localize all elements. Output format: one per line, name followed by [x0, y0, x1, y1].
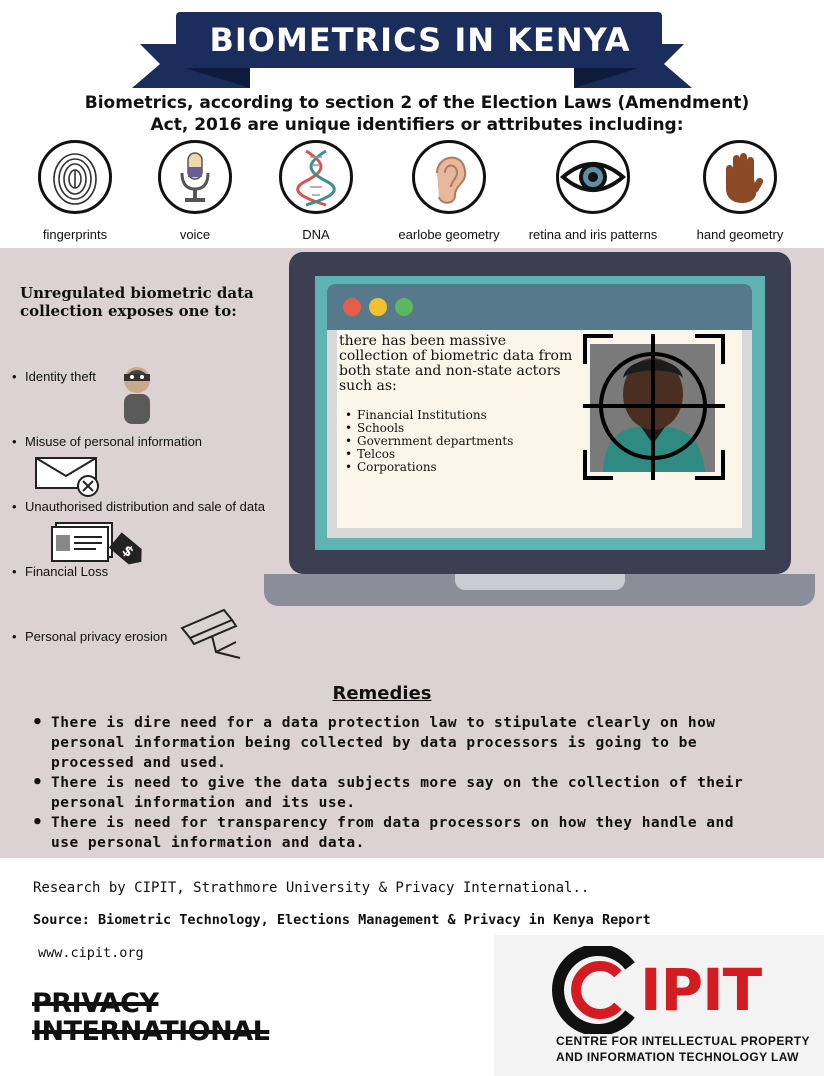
risk-item: • Identity theft: [12, 369, 96, 384]
intro-text: Biometrics, according to section 2 of the Election Laws (Amendment) Act, 2016 are unique identifiers or attributes including:: [84, 93, 750, 135]
ear-icon: [412, 140, 486, 214]
hand-icon: [703, 140, 777, 214]
thief-icon: [116, 360, 158, 424]
identifier-retina: [528, 140, 658, 242]
privacy-international-logo: PRIVACY INTERNATIONAL: [32, 988, 270, 1047]
identifier-label: voice: [179, 227, 211, 242]
risk-item: • Unauthorised distribution and sale of data: [12, 499, 265, 514]
dna-icon: [279, 140, 353, 214]
microphone-icon: [158, 140, 232, 214]
cipit-subtitle: CENTRE FOR INTELLECTUAL PROPERTY: [556, 1034, 810, 1048]
list-item: • Schools: [357, 422, 513, 435]
window-titlebar: [327, 284, 752, 330]
identifier-label: DNA: [302, 227, 330, 242]
identifier-label: retina and iris patterns: [528, 227, 658, 242]
cipit-c-logo-icon: [552, 946, 644, 1034]
page-title: BIOMETRICS IN KENYA: [209, 21, 631, 59]
remedies-heading: Remedies: [332, 683, 432, 704]
envelope-icon: [34, 456, 104, 498]
identifier-label: hand geometry: [696, 227, 784, 242]
identifier-voice: [130, 140, 260, 242]
risk-item: • Misuse of personal information: [12, 434, 203, 449]
screen-text: there has been massive collection of biometric data from both state and non-state actors such as:: [339, 333, 573, 394]
identifier-label: earlobe geometry: [398, 227, 500, 242]
source-citation: Source: Biometric Technology, Elections Management & Privacy in Kenya Report: [33, 912, 651, 928]
remedy-item: • There is need to give the data subjects more say on the collection of their personal information and its use.: [32, 773, 792, 813]
eye-icon: [556, 140, 630, 214]
list-item: • Government departments: [357, 435, 513, 448]
risks-heading: Unregulated biometric data collection exposes one to:: [20, 284, 254, 320]
cipit-subtitle: AND INFORMATION TECHNOLOGY LAW: [556, 1050, 799, 1064]
identifier-label: fingerprints: [42, 227, 108, 242]
list-item: • Telcos: [357, 448, 513, 461]
risk-item: • Financial Loss: [12, 564, 109, 579]
remedies-list: [32, 713, 792, 853]
risk-item: • Personal privacy erosion: [12, 629, 168, 644]
window-maximize-dot: [395, 298, 413, 316]
actors-list: [357, 409, 513, 474]
identifier-earlobe: [384, 140, 514, 242]
cctv-camera-icon: [180, 606, 244, 662]
svg-text:$: $: [118, 542, 137, 561]
list-item: • Corporations: [357, 461, 513, 474]
website-link[interactable]: www.cipit.org: [38, 945, 144, 961]
research-credit: Research by CIPIT, Strathmore University & Privacy International..: [33, 880, 590, 896]
identifier-dna: [251, 140, 381, 242]
fingerprint-icon: [38, 140, 112, 214]
remedy-item: • There is need for transparency from data processors on how they handle and use personal information and data.: [32, 813, 792, 853]
window-minimize-dot: [369, 298, 387, 316]
remedy-item: • There is dire need for a data protection law to stipulate clearly on how personal information being collected by data processors is going to be processed and used.: [32, 713, 792, 773]
target-person-icon: [583, 334, 725, 480]
laptop-notch: [455, 574, 625, 590]
window-close-dot: [343, 298, 361, 316]
identifier-fingerprints: [10, 140, 140, 242]
cipit-wordmark: IPIT: [640, 956, 762, 1024]
identifier-hand: [675, 140, 805, 242]
list-item: • Financial Institutions: [357, 409, 513, 422]
